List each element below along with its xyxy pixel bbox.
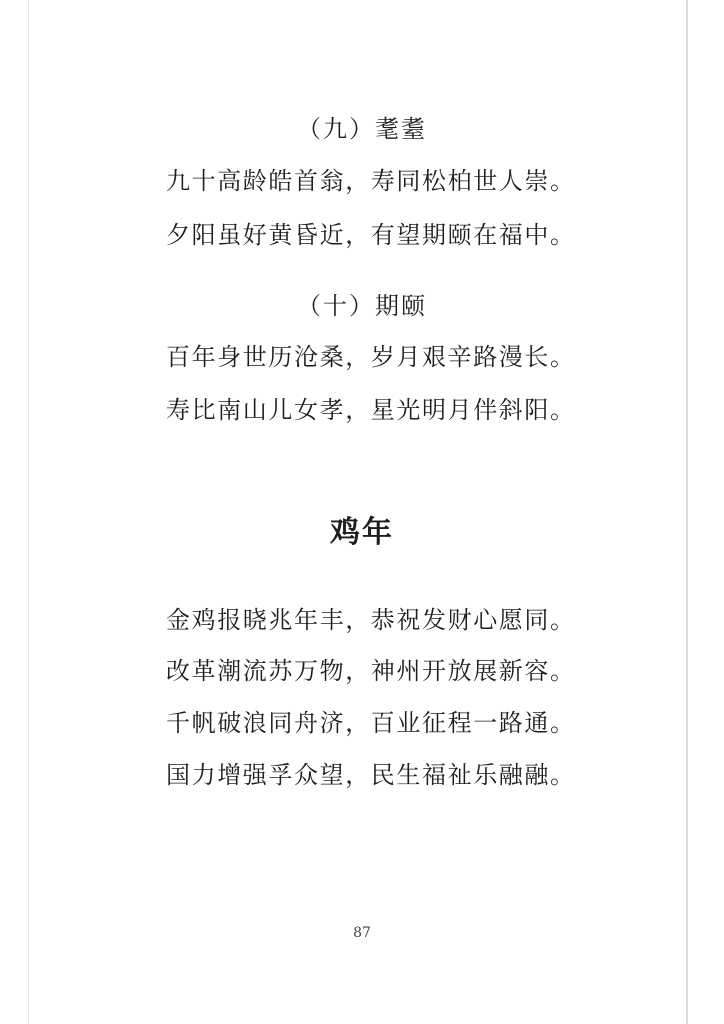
page-number: 87 [353,925,371,941]
poem-title: 鸡年 [330,515,394,550]
section-10-title: （十）期颐 [297,292,427,320]
poem-line-1: 金鸡报晓兆年丰，恭祝发财心愿同。 [166,606,576,634]
poem-line-4: 国力增强孚众望，民生福祉乐融融。 [166,761,576,789]
poem-line-3: 千帆破浪同舟济，百业征程一路通。 [166,709,576,737]
page-right-edge [686,0,688,1024]
section-10-line-1: 百年身世历沧桑，岁月艰辛路漫长。 [166,343,576,371]
page-left-edge [28,0,29,1024]
section-9-line-1: 九十高龄皓首翁，寿同松柏世人崇。 [166,167,576,195]
section-9-line-2: 夕阳虽好黄昏近，有望期颐在福中。 [166,221,576,249]
section-10-line-2: 寿比南山儿女孝，星光明月伴斜阳。 [166,396,576,424]
section-9-title: （九）耄耋 [297,115,427,143]
poem-line-2: 改革潮流苏万物，神州开放展新容。 [166,657,576,685]
